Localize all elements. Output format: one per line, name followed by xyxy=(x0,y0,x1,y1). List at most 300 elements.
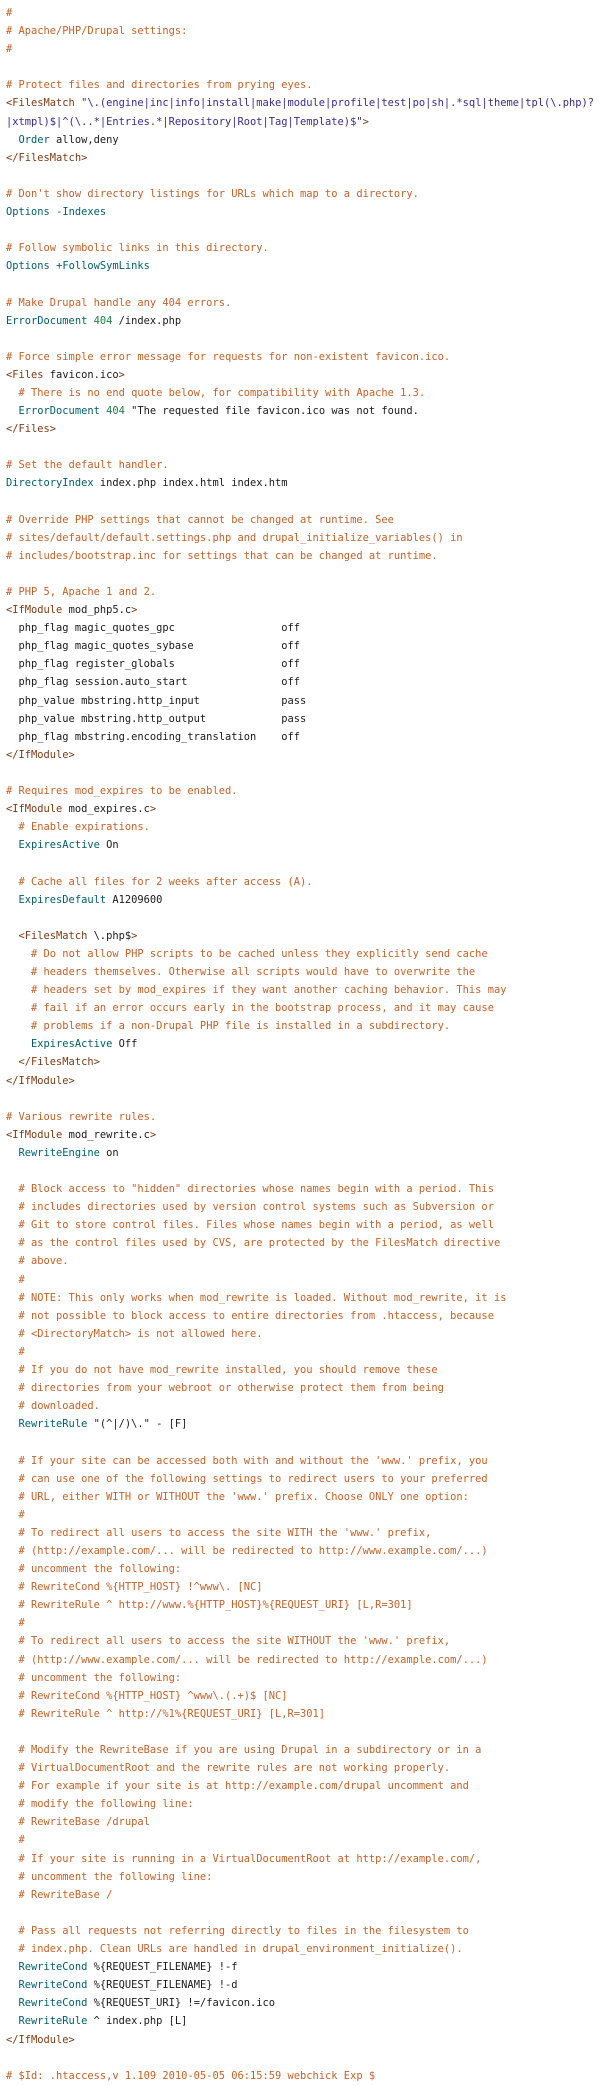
plain-text xyxy=(6,1346,19,1358)
directive-text: ExpiresActive xyxy=(18,839,100,852)
code-line xyxy=(6,1741,600,1759)
code-line xyxy=(6,1325,600,1343)
code-line xyxy=(6,2012,600,2030)
comment-text: # modify the following line: xyxy=(18,1798,194,1811)
plain-text: mod_rewrite.c xyxy=(62,1128,150,1141)
plain-text xyxy=(6,134,19,146)
tag-text: > xyxy=(149,803,157,816)
number-text: 404 xyxy=(106,405,125,418)
code-line xyxy=(6,1072,600,1090)
plain-text xyxy=(6,1292,19,1304)
code-line xyxy=(6,330,600,348)
comment-text: # NOTE: This only works when mod_rewrite is loaded. Without mod_rewrite, it is xyxy=(18,1291,507,1304)
code-line xyxy=(6,692,600,710)
code-line xyxy=(6,257,600,275)
code-line xyxy=(6,40,600,58)
code-line xyxy=(6,1307,600,1325)
tag-text: > xyxy=(131,604,138,617)
code-line xyxy=(6,764,600,782)
comment-text: # xyxy=(18,1617,25,1630)
code-line xyxy=(6,854,600,872)
tag-text: </FilesMatch> xyxy=(18,1056,100,1069)
comment-text: # $Id: .htaccess,v 1.109 2010-05-05 06:15:59 webchick Exp $ xyxy=(6,2069,376,2082)
plain-text xyxy=(6,1925,19,1937)
comment-text: # Cache all files for 2 weeks after access (A). xyxy=(18,875,313,888)
comment-text: # Override PHP settings that cannot be changed at runtime. See xyxy=(6,513,394,526)
code-line xyxy=(6,4,600,22)
code-line xyxy=(6,1958,600,1976)
plain-text: php_flag magic_quotes_sybase off xyxy=(6,640,301,653)
code-line xyxy=(6,1035,600,1053)
code-line xyxy=(6,221,600,239)
comment-text: # can use one of the following settings to redirect users to your preferred xyxy=(18,1472,488,1485)
plain-text xyxy=(6,1056,19,1068)
code-line xyxy=(6,1108,600,1126)
plain-text xyxy=(6,1219,19,1231)
tag-text: > xyxy=(149,1128,157,1141)
tag-text: > xyxy=(362,115,369,128)
code-line xyxy=(6,1904,600,1922)
code-line xyxy=(6,1379,600,1397)
code-line xyxy=(6,891,600,909)
plain-text: php_flag mbstring.encoding_translation off xyxy=(6,730,301,743)
comment-text: # directories from your webroot or otherwise protect them from being xyxy=(18,1382,444,1395)
code-line xyxy=(6,601,600,619)
plain-text: on xyxy=(99,1146,119,1159)
comment-text: # <DirectoryMatch> is not allowed here. xyxy=(18,1327,263,1340)
code-line xyxy=(6,1886,600,1904)
directive-text: RewriteCond xyxy=(18,1961,88,1974)
plain-text: php_flag register_globals off xyxy=(6,658,301,671)
code-line xyxy=(6,1488,600,1506)
comment-text: # includes/bootstrap.inc for settings that can be changed at runtime. xyxy=(6,549,438,562)
code-line xyxy=(6,511,600,529)
code-line xyxy=(6,1162,600,1180)
code-line xyxy=(6,981,600,999)
plain-text xyxy=(6,1455,19,1467)
plain-text xyxy=(6,1780,19,1792)
code-line xyxy=(6,1542,600,1560)
plain-text xyxy=(6,1400,19,1412)
directive-text: Options xyxy=(6,260,50,273)
plain-text xyxy=(6,1020,31,1032)
plain-text xyxy=(6,1889,19,1901)
code-line xyxy=(6,1669,600,1687)
directive-text: ExpiresDefault xyxy=(18,893,107,906)
comment-text: # above. xyxy=(18,1255,69,1268)
comment-text: # RewriteBase / xyxy=(18,1888,113,1901)
code-line xyxy=(6,1994,600,2012)
code-line xyxy=(6,565,600,583)
plain-text: On xyxy=(99,839,119,852)
plain-text xyxy=(6,2015,19,2027)
code-line xyxy=(6,167,600,185)
code-line xyxy=(6,1144,600,1162)
tag-text: <IfModule xyxy=(6,1128,63,1141)
directive-text: ErrorDocument xyxy=(18,405,100,418)
comment-text: # xyxy=(18,1273,25,1286)
plain-text: mod_php5.c xyxy=(62,604,132,617)
code-line xyxy=(6,909,600,927)
plain-text xyxy=(6,1563,19,1575)
code-line xyxy=(6,963,600,981)
code-line xyxy=(6,655,600,673)
code-line xyxy=(6,1180,600,1198)
plain-text: php_value mbstring.http_output pass xyxy=(6,712,307,725)
plain-text xyxy=(6,839,19,851)
tag-text: </IfModule> xyxy=(6,748,75,761)
comment-text: # Make Drupal handle any 404 errors. xyxy=(6,296,232,309)
code-line xyxy=(6,149,600,167)
plain-text xyxy=(6,1274,19,1286)
number-text: 404 xyxy=(93,314,113,327)
plain-text xyxy=(6,1509,19,1521)
code-line xyxy=(6,927,600,945)
plain-text xyxy=(6,1527,19,1539)
tag-text: > xyxy=(118,368,125,381)
tag-text: </Files> xyxy=(6,423,57,436)
code-line xyxy=(6,1813,600,1831)
plain-text xyxy=(6,1545,19,1557)
code-line xyxy=(6,800,600,818)
plain-text: /index.php xyxy=(112,314,182,327)
code-line xyxy=(6,1234,600,1252)
comment-text: # Protect files and directories from prying eyes. xyxy=(6,79,313,92)
plain-text xyxy=(6,948,31,960)
directive-text: RewriteCond xyxy=(18,1979,88,1992)
directive-text: DirectoryIndex xyxy=(6,477,94,490)
plain-text xyxy=(6,1853,19,1865)
comment-text: # RewriteRule ^ http://%1%{REQUEST_URI} [L,R=301] xyxy=(18,1707,326,1720)
plain-text xyxy=(6,1183,19,1195)
code-line xyxy=(6,94,600,112)
plain-text xyxy=(6,1328,19,1340)
code-line xyxy=(6,113,600,131)
comment-text: # (http://www.example.com/... will be redirected to http://example.com/...) xyxy=(18,1653,488,1666)
tag-text: <FilesMatch xyxy=(18,929,88,942)
code-line xyxy=(6,782,600,800)
code-line xyxy=(6,1053,600,1071)
comment-text: # Force simple error message for requests for non-existent favicon.ico. xyxy=(6,350,451,363)
comment-text: # If you do not have mod_rewrite installed, you should remove these xyxy=(18,1364,438,1377)
plain-text xyxy=(6,1979,19,1991)
comment-text: # For example if your site is at http://example.com/drupal uncomment and xyxy=(18,1780,469,1793)
code-line xyxy=(6,438,600,456)
comment-text: # uncomment the following line: xyxy=(18,1870,213,1883)
code-line xyxy=(6,312,600,330)
code-line xyxy=(6,1017,600,1035)
comment-text: # Block access to "hidden" directories whose names begin with a period. This xyxy=(18,1183,494,1196)
code-line xyxy=(6,1252,600,1270)
code-line xyxy=(6,945,600,963)
comment-text: # xyxy=(6,43,13,56)
code-line xyxy=(6,456,600,474)
code-line xyxy=(6,547,600,565)
code-line xyxy=(6,873,600,891)
code-line xyxy=(6,1651,600,1669)
comment-text: # not possible to block access to entire directories from .htaccess, because xyxy=(18,1309,494,1322)
comment-text: # PHP 5, Apache 1 and 2. xyxy=(6,586,157,598)
comment-text: # xyxy=(18,1834,25,1847)
code-line xyxy=(6,673,600,691)
code-line xyxy=(6,1868,600,1886)
code-line xyxy=(6,1759,600,1777)
code-line xyxy=(6,1614,600,1632)
code-line xyxy=(6,1723,600,1741)
plain-text xyxy=(6,1147,19,1159)
code-line xyxy=(6,1632,600,1650)
comment-text: # Various rewrite rules. xyxy=(6,1110,157,1123)
code-line xyxy=(6,294,600,312)
code-line xyxy=(6,818,600,836)
plain-text xyxy=(6,1708,19,1720)
code-line xyxy=(6,1705,600,1723)
code-line xyxy=(6,1687,600,1705)
code-line xyxy=(6,366,600,384)
code-line xyxy=(6,420,600,438)
plain-text xyxy=(6,1997,19,2009)
plain-text xyxy=(6,405,19,417)
directive-text: RewriteCond xyxy=(18,1997,88,2010)
plain-text xyxy=(6,1672,19,1684)
code-line xyxy=(6,1090,600,1108)
comment-text: # as the control files used by CVS, are protected by the FilesMatch directive xyxy=(18,1237,501,1250)
comment-text: # Set the default handler. xyxy=(6,459,169,472)
code-line xyxy=(6,1433,600,1451)
plain-text: mod_expires.c xyxy=(62,803,150,816)
code-line xyxy=(6,1361,600,1379)
directive-text: -Indexes xyxy=(56,206,107,219)
plain-text xyxy=(6,1310,19,1322)
plain-text xyxy=(6,1473,19,1485)
code-line xyxy=(6,1850,600,1868)
plain-text: php_flag session.auto_start off xyxy=(6,676,301,689)
code-line xyxy=(6,275,600,293)
plain-text: index.php index.html index.htm xyxy=(93,477,288,490)
plain-text xyxy=(6,1961,19,1973)
code-line xyxy=(6,76,600,94)
plain-text xyxy=(6,1617,19,1629)
plain-text: php_flag magic_quotes_gpc off xyxy=(6,622,301,635)
code-line xyxy=(6,1289,600,1307)
tag-text: </IfModule> xyxy=(6,2033,75,2046)
code-line xyxy=(6,58,600,76)
plain-text xyxy=(6,984,31,996)
tag-text: <Files xyxy=(6,368,44,381)
comment-text: # sites/default/default.settings.php and drupal_initialize_variables() in xyxy=(6,531,463,544)
comment-text: # problems if a non-Drupal PHP file is installed in a subdirectory. xyxy=(31,1020,451,1033)
comment-text: # RewriteBase /drupal xyxy=(18,1816,150,1829)
comment-text: # Do not allow PHP scripts to be cached unless they explicitly send cache xyxy=(31,947,488,960)
code-line xyxy=(6,1216,600,1234)
plain-text xyxy=(6,1581,19,1593)
directive-text: RewriteRule xyxy=(18,2015,88,2028)
comment-text: # Modify the RewriteBase if you are using Drupal in a subdirectory or in a xyxy=(18,1744,482,1756)
plain-text: %{REQUEST_FILENAME} !-d xyxy=(87,1979,238,1992)
plain-text xyxy=(6,1690,19,1702)
directive-text: RewriteRule xyxy=(18,1418,88,1431)
code-line xyxy=(6,493,600,511)
plain-text: "The requested file favicon.ico was not found. xyxy=(124,405,419,418)
code-line xyxy=(6,1940,600,1958)
comment-text: # uncomment the following: xyxy=(18,1671,182,1684)
comment-text: # Pass all requests not referring directly to files in the filesystem to xyxy=(18,1924,469,1937)
plain-text xyxy=(6,1364,19,1376)
plain-text xyxy=(6,1237,19,1249)
comment-text: # There is no end quote below, for compatibility with Apache 1.3. xyxy=(18,386,426,399)
tag-text: <IfModule xyxy=(6,604,63,617)
plain-text: favicon.ico xyxy=(43,368,119,381)
code-line xyxy=(6,1560,600,1578)
tag-text: <FilesMatch xyxy=(6,97,75,110)
plain-text xyxy=(6,1002,31,1014)
comment-text: # downloaded. xyxy=(18,1400,100,1413)
comment-text: # headers themselves. Otherwise all scripts would have to overwrite the xyxy=(31,965,476,978)
plain-text xyxy=(6,1762,19,1774)
plain-text xyxy=(6,1038,31,1050)
plain-text: ^ index.php [L] xyxy=(87,2015,188,2028)
plain-text xyxy=(6,1491,19,1503)
tag-text: </IfModule> xyxy=(6,1074,75,1087)
plain-text xyxy=(6,966,31,978)
code-line xyxy=(6,2067,600,2085)
comment-text: # includes directories used by version control systems such as Subversion or xyxy=(18,1201,494,1214)
comment-text: # Apache/PHP/Drupal settings: xyxy=(6,25,188,38)
directive-text: Order xyxy=(18,133,50,146)
plain-text xyxy=(6,1201,19,1213)
code-line xyxy=(6,1976,600,1994)
comment-text: # To redirect all users to access the site WITH the 'www.' prefix, xyxy=(18,1526,432,1539)
tag-text: > xyxy=(131,929,138,942)
plain-text xyxy=(6,876,19,888)
code-line xyxy=(6,1343,600,1361)
comment-text: # To redirect all users to access the site WITHOUT the 'www.' prefix, xyxy=(18,1635,451,1648)
code-line xyxy=(6,619,600,637)
plain-text xyxy=(6,1654,19,1666)
comment-text: # Follow symbolic links in this directory. xyxy=(6,242,269,255)
comment-text: # uncomment the following: xyxy=(18,1563,182,1576)
tag-text: </FilesMatch> xyxy=(6,151,88,164)
string-text: |xtmpl)$|^(\..*|Entries.*|Repository|Root|Tag|Template)$" xyxy=(6,115,363,128)
comment-text: # URL, either WITH or WITHOUT the 'www.' prefix. Choose ONLY one option: xyxy=(18,1490,469,1503)
plain-text xyxy=(6,1382,19,1394)
comment-text: # Requires mod_expires to be enabled. xyxy=(6,785,238,798)
code-line xyxy=(6,1126,600,1144)
code-line xyxy=(6,203,600,221)
comment-text: # If your site can be accessed both with and without the 'www.' prefix, you xyxy=(18,1454,488,1467)
comment-text: # RewriteCond %{HTTP_HOST} ^www\.(.+)$ [NC] xyxy=(18,1689,288,1702)
comment-text: # Enable expirations. xyxy=(18,821,150,834)
code-line xyxy=(6,583,600,601)
directive-text: ExpiresActive xyxy=(31,1038,113,1051)
code-line xyxy=(6,710,600,728)
comment-text: # Git to store control files. Files whose names begin with a period, as well xyxy=(18,1219,494,1232)
code-line xyxy=(6,402,600,420)
plain-text xyxy=(6,894,19,906)
plain-text xyxy=(6,930,19,942)
plain-text xyxy=(6,1834,19,1846)
code-line xyxy=(6,474,600,492)
directive-text: Options xyxy=(6,206,50,219)
plain-text: \.php$ xyxy=(87,929,132,942)
plain-text xyxy=(6,1418,19,1430)
comment-text: # xyxy=(18,1508,25,1521)
plain-text: A1209600 xyxy=(106,893,163,906)
comment-text: # xyxy=(18,1345,25,1358)
plain-text xyxy=(6,1798,19,1810)
code-line xyxy=(6,728,600,746)
code-line xyxy=(6,22,600,40)
comment-text: # fail if an error occurs early in the bootstrap process, and it may cause xyxy=(31,1002,494,1015)
plain-text xyxy=(6,821,19,833)
code-line xyxy=(6,1271,600,1289)
plain-text: php_value mbstring.http_input pass xyxy=(6,694,307,707)
plain-text: Off xyxy=(112,1038,138,1051)
plain-text: "(^|/)\." - [F] xyxy=(87,1418,188,1431)
plain-text xyxy=(6,1943,19,1955)
code-line xyxy=(6,1452,600,1470)
code-line xyxy=(6,1415,600,1433)
plain-text xyxy=(6,1255,19,1267)
code-line xyxy=(6,348,600,366)
comment-text: # xyxy=(6,7,13,19)
comment-text: # RewriteCond %{HTTP_HOST} !^www\. [NC] xyxy=(18,1581,263,1594)
code-line xyxy=(6,131,600,149)
code-line xyxy=(6,384,600,402)
comment-text: # Don't show directory listings for URLs which map to a directory. xyxy=(6,187,419,200)
code-line xyxy=(6,2049,600,2067)
code-line xyxy=(6,1777,600,1795)
code-line xyxy=(6,1470,600,1488)
code-line xyxy=(6,185,600,203)
directive-text: RewriteEngine xyxy=(18,1146,100,1159)
plain-text: allow,deny xyxy=(49,133,119,146)
code-line xyxy=(6,746,600,764)
plain-text xyxy=(6,1599,19,1611)
code-line xyxy=(6,529,600,547)
code-line xyxy=(6,1524,600,1542)
code-line xyxy=(6,1578,600,1596)
code-line xyxy=(6,239,600,257)
code-line xyxy=(6,999,600,1017)
directive-text: +FollowSymLinks xyxy=(56,260,150,273)
code-line xyxy=(6,1198,600,1216)
plain-text xyxy=(6,1744,19,1756)
code-line xyxy=(6,637,600,655)
code-line xyxy=(6,1831,600,1849)
comment-text: # VirtualDocumentRoot and the rewrite rules are not working properly. xyxy=(18,1762,451,1775)
code-line xyxy=(6,1506,600,1524)
plain-text: %{REQUEST_URI} !=/favicon.ico xyxy=(87,1997,276,2010)
comment-text: # index.php. Clean URLs are handled in drupal_environment_initialize(). xyxy=(18,1943,463,1956)
string-text: "\.(engine|inc|info|install|make|module|profile|test|po|sh|.*sql|theme|tpl(\.php)? xyxy=(74,97,595,110)
code-line xyxy=(6,1596,600,1614)
tag-text: <IfModule xyxy=(6,803,63,816)
comment-text: # (http://example.com/... will be redirected to http://www.example.com/...) xyxy=(18,1544,488,1557)
plain-text xyxy=(6,1635,19,1647)
directive-text: ErrorDocument xyxy=(6,314,88,327)
code-line xyxy=(6,2031,600,2049)
plain-text xyxy=(6,1871,19,1883)
plain-text xyxy=(6,387,19,399)
code-line xyxy=(6,836,600,854)
comment-text: # RewriteRule ^ http://www.%{HTTP_HOST}%{REQUEST_URI} [L,R=301] xyxy=(18,1599,413,1612)
code-line xyxy=(6,1397,600,1415)
comment-text: # If your site is running in a VirtualDocumentRoot at http://example.com/, xyxy=(18,1852,482,1865)
comment-text: # headers set by mod_expires if they want another caching behavior. This may xyxy=(31,984,507,997)
code-line xyxy=(6,1795,600,1813)
plain-text: %{REQUEST_FILENAME} !-f xyxy=(87,1961,238,1974)
